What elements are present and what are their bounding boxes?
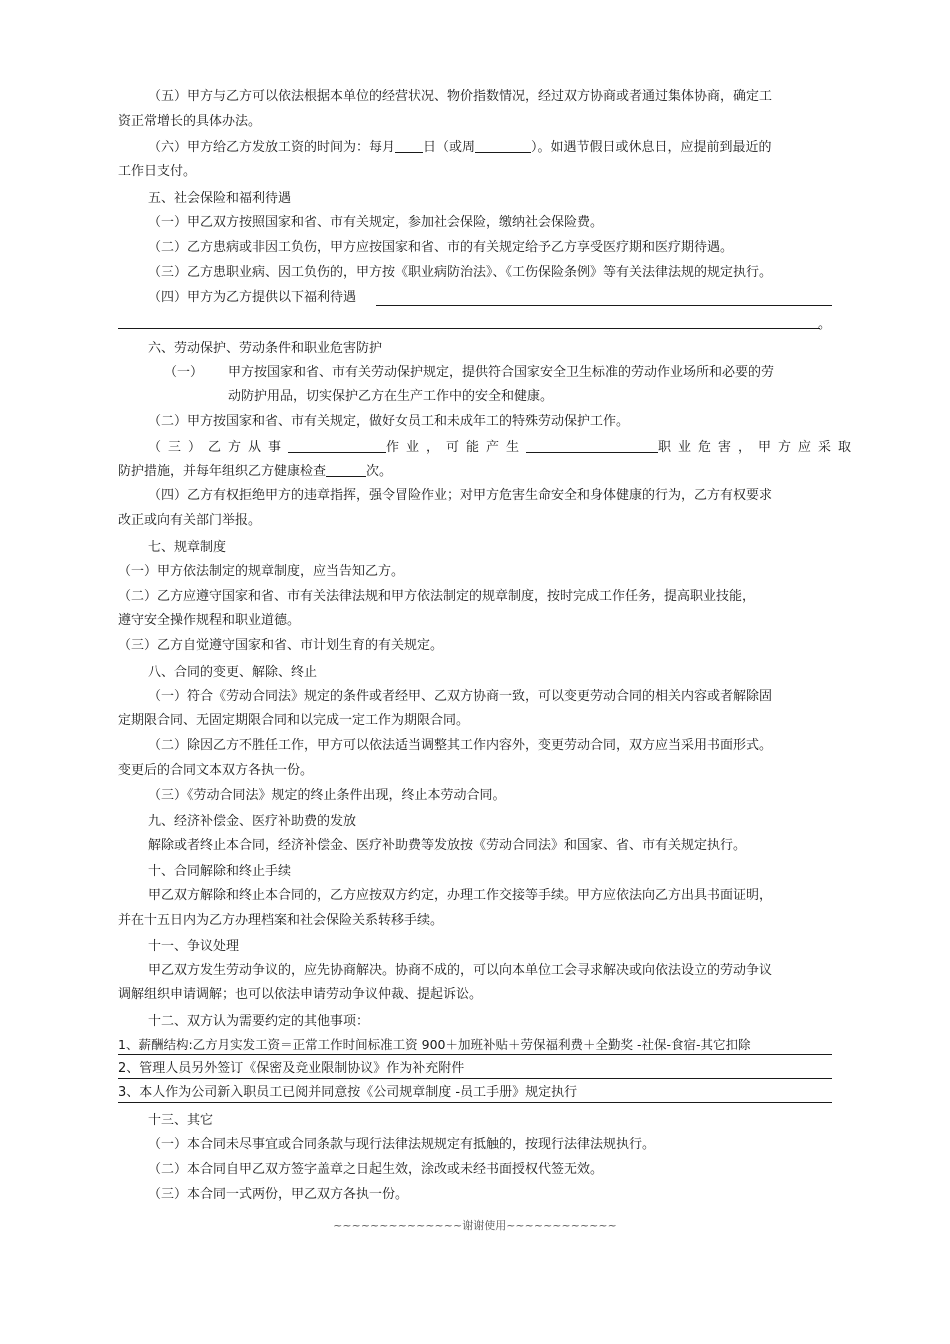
section-heading: 九、经济补偿金、医疗补助费的发放 bbox=[148, 814, 357, 829]
paragraph-line: （三）乙方自觉遵守国家和省、市计划生育的有关规定。 bbox=[118, 638, 444, 653]
text-segment: （六）甲方给乙方发放工资的时间为：每月 bbox=[148, 140, 396, 155]
paragraph-line: （三）乙方患职业病、因工负伤的，甲方按《职业病防治法》、《工伤保险条例》等有关法律法规的规定执行。 bbox=[148, 265, 773, 280]
text-segment: 防护措施，并每年组织乙方健康检查 bbox=[118, 464, 327, 479]
paragraph-line: 甲乙双方解除和终止本合同的，乙方应按双方约定，办理工作交接等手续。甲方应依法向乙方出具书面证明， bbox=[148, 888, 773, 903]
paragraph-line: （二）乙方患病或非因工负伤，甲方应按国家和省、市的有关规定给予乙方享受医疗期和医疗期待遇。 bbox=[148, 240, 734, 255]
paragraph-line: 遵守安全操作规程和职业道德。 bbox=[118, 613, 301, 628]
paragraph-line: 动防护用品，切实保护乙方在生产工作中的安全和健康。 bbox=[228, 389, 554, 404]
text-segment: 次。 bbox=[366, 464, 393, 479]
paragraph-line: （一）本合同未尽事宜或合同条款与现行法律法规规定有抵触的，按现行法律法规执行。 bbox=[148, 1137, 656, 1152]
paragraph-line: 资正常增长的具体办法。 bbox=[118, 114, 262, 129]
section-heading: 十三、其它 bbox=[148, 1113, 214, 1128]
text-segment: 职业危害，甲方应采取 bbox=[658, 440, 859, 455]
paragraph-line: 改正或向有关部门举报。 bbox=[118, 513, 262, 528]
paragraph-line: （一）甲乙双方按照国家和省、市有关规定，参加社会保险，缴纳社会保险费。 bbox=[148, 215, 604, 230]
paragraph-line: （二）本合同自甲乙双方签字盖章之日起生效，涂改或未经书面授权代签无效。 bbox=[148, 1162, 604, 1177]
list-marker: （一） bbox=[164, 365, 204, 380]
agreed-item-2: 2、管理人员另外签订《保密及竞业限制协议》作为补充附件 bbox=[118, 1060, 832, 1079]
section-heading: 六、劳动保护、劳动条件和职业危害防护 bbox=[148, 341, 383, 356]
blank-day bbox=[395, 138, 423, 153]
paragraph-line bbox=[148, 438, 859, 457]
period-mark: 。 bbox=[818, 317, 832, 332]
agreed-item-3: 3、本人作为公司新入职员工已阅并同意按《公司规章制度 -员工手册》规定执行 bbox=[118, 1084, 832, 1103]
paragraph-line: （一）甲方依法制定的规章制度，应当告知乙方。 bbox=[118, 564, 405, 579]
paragraph-line: （四）甲方为乙方提供以下福利待遇 bbox=[148, 290, 357, 305]
paragraph-line: （四）乙方有权拒绝甲方的违章指挥，强令冒险作业；对甲方危害生命安全和身体健康的行为，乙方有权要求 bbox=[148, 488, 773, 503]
text-segment: （三）乙方从事 bbox=[148, 440, 289, 455]
section-heading: 十一、争议处理 bbox=[148, 939, 240, 954]
paragraph-line: 甲乙双方发生劳动争议的，应先协商解决。协商不成的，可以向本单位工会寻求解决或向依法设立的劳动争议 bbox=[148, 963, 773, 978]
blank-benefits bbox=[376, 305, 832, 306]
paragraph-line: （二）乙方应遵守国家和省、市有关法律法规和甲方依法制定的规章制度，按时完成工作任务，提高职业技能， bbox=[118, 589, 756, 604]
page-footer: ~~~~~~~~~~~~~~谢谢使用~~~~~~~~~~~~ bbox=[333, 1219, 617, 1232]
paragraph-line: 工作日支付。 bbox=[118, 164, 197, 179]
text-segment: ）。如遇节假日或休息日，应提前到最近的 bbox=[531, 140, 772, 155]
paragraph-line: （三）《劳动合同法》规定的终止条件出现，终止本劳动合同。 bbox=[148, 788, 506, 803]
paragraph-line: 调解组织申请调解；也可以依法申请劳动争议仲裁、提起诉讼。 bbox=[118, 987, 483, 1002]
paragraph-line: 甲方按国家和省、市有关劳动保护规定，提供符合国家安全卫生标准的劳动作业场所和必要的劳 bbox=[228, 365, 775, 380]
section-heading: 十二、双方认为需要约定的其他事项： bbox=[148, 1014, 370, 1029]
paragraph-line: 解除或者终止本合同，经济补偿金、医疗补助费等发放按《劳动合同法》和国家、省、市有关规定执行。 bbox=[148, 838, 747, 853]
paragraph-line: （五）甲方与乙方可以依法根据本单位的经营状况、物价指数情况，经过双方协商或者通过集体协商，确定工 bbox=[148, 89, 773, 104]
paragraph-line: 定期限合同、无固定期限合同和以完成一定工作为期限合同。 bbox=[118, 713, 470, 728]
paragraph-line: （二）甲方按国家和省、市有关规定，做好女员工和未成年工的特殊劳动保护工作。 bbox=[148, 414, 630, 429]
section-heading: 五、社会保险和福利待遇 bbox=[148, 191, 292, 206]
agreed-item-1: 1、薪酬结构:乙方月实发工资＝正常工作时间标准工资 900＋加班补贴＋劳保福利费＋全勤奖 -社保-食宿-其它扣除 bbox=[118, 1036, 832, 1055]
text-segment: 作业，可能产生 bbox=[386, 440, 527, 455]
text-segment: 日（或周 bbox=[423, 140, 476, 155]
paragraph-line: （二）除因乙方不胜任工作，甲方可以依法适当调整其工作内容外，变更劳动合同，双方应当采用书面形式。 bbox=[148, 738, 773, 753]
blank-work-type bbox=[288, 438, 386, 453]
paragraph-line bbox=[118, 462, 832, 481]
blank-benefits-line-2 bbox=[118, 328, 820, 329]
section-heading: 八、合同的变更、解除、终止 bbox=[148, 665, 318, 680]
blank-checkup-count bbox=[326, 462, 366, 477]
section-heading: 七、规章制度 bbox=[148, 540, 227, 555]
paragraph-line: （三）本合同一式两份，甲乙双方各执一份。 bbox=[148, 1187, 409, 1202]
section-heading: 十、合同解除和终止手续 bbox=[148, 864, 292, 879]
paragraph-line: （一）符合《劳动合同法》规定的条件或者经甲、乙双方协商一致，可以变更劳动合同的相关内容或者解除固 bbox=[148, 689, 773, 704]
paragraph-line: 并在十五日内为乙方办理档案和社会保险关系转移手续。 bbox=[118, 913, 444, 928]
blank-week bbox=[475, 138, 531, 153]
paragraph-line bbox=[148, 138, 832, 157]
paragraph-line: 变更后的合同文本双方各执一份。 bbox=[118, 763, 314, 778]
blank-hazard bbox=[526, 438, 658, 453]
